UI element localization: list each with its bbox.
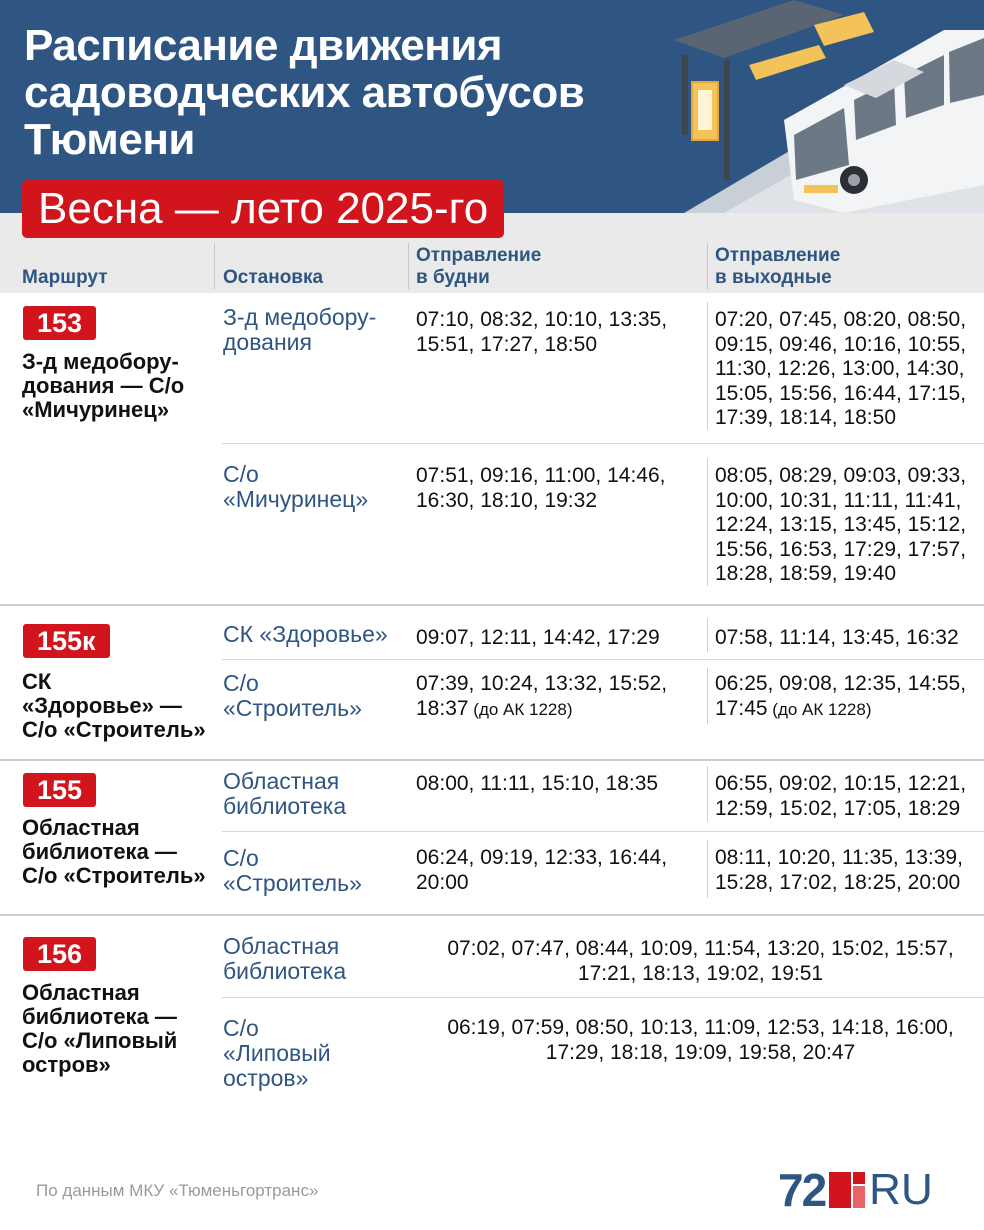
- weekend-times: [715, 672, 980, 722]
- column-divider: [707, 243, 708, 289]
- route-number-badge: 156: [23, 937, 96, 971]
- column-header-stop: Остановка: [223, 267, 324, 288]
- weekend-times: 07:58, 11:14, 13:45, 16:32: [715, 626, 959, 649]
- weekend-times: 07:20, 07:45, 08:20, 08:50, 09:15, 09:46, 10:16, 10:55, 11:30, 12:26, 13:00, 14:30, 15:05, 15:56, 16:44, 17:15, 17:39, 18:14, 18:50: [715, 308, 967, 429]
- column-divider: [214, 243, 215, 289]
- all-days-times: 06:19, 07:59, 08:50, 10:13, 11:09, 12:53, 14:18, 16:00, 17:29, 18:18, 19:09, 19:58, 20:47: [447, 1016, 954, 1064]
- logo-suffix: RU: [869, 1165, 933, 1214]
- bus-stop-illustration: [644, 0, 984, 213]
- all-days-times: 07:02, 07:47, 08:44, 10:09, 11:54, 13:20, 15:02, 15:57, 17:21, 18:13, 19:02, 19:51: [447, 937, 954, 985]
- route-name: СК «Здоровье» — С/о «Строитель»: [22, 669, 206, 742]
- stop-divider: [222, 443, 984, 444]
- cell-divider: [707, 668, 708, 724]
- route-number-badge: 153: [23, 306, 96, 340]
- route-number-badge: 155: [23, 773, 96, 807]
- route-note: (до АК 1228): [468, 699, 573, 719]
- weekend-times: 06:55, 09:02, 10:15, 12:21, 12:59, 15:02, 17:05, 18:29: [715, 772, 967, 820]
- route-number-badge: 155к: [23, 624, 110, 658]
- source-credit: По данным МКУ «Тюменьгортранс»: [36, 1181, 319, 1200]
- route-divider: [0, 914, 984, 916]
- stop-name: Областная библиотека: [223, 768, 347, 819]
- weekend-times-values: 06:25, 09:08, 12:35, 14:55, 17:45: [715, 672, 967, 720]
- column-header-weekends: Отправление в выходные: [715, 245, 841, 288]
- weekday-times-values: 07:39, 10:24, 13:32, 15:52, 18:37: [416, 672, 668, 720]
- stop-name: С/о «Мичуринец»: [223, 461, 369, 512]
- route-name: Областная библиотека — С/о «Строитель»: [22, 815, 206, 888]
- title-line-3: Тюмени: [24, 115, 195, 164]
- stop-name: СК «Здоровье»: [223, 621, 388, 647]
- weekday-times: 09:07, 12:11, 14:42, 17:29: [416, 626, 660, 649]
- stop-name: Областная библиотека: [223, 933, 347, 984]
- weekday-times: 07:10, 08:32, 10:10, 13:35, 15:51, 17:27, 18:50: [416, 308, 668, 356]
- stop-name: С/о «Строитель»: [223, 670, 362, 721]
- logo-square-icon: [829, 1172, 865, 1208]
- cell-divider: [707, 766, 708, 822]
- title-line-1: Расписание движения: [24, 21, 503, 70]
- logo-number: 72: [778, 1164, 826, 1216]
- cell-divider: [707, 618, 708, 652]
- column-header-route: Маршрут: [22, 267, 108, 288]
- title-line-2: садоводческих автобусов: [24, 68, 585, 117]
- weekend-times: 08:05, 08:29, 09:03, 09:33, 10:00, 10:31, 11:11, 11:41, 12:24, 13:15, 13:45, 15:12, 15:56, 16:53, 17:29, 17:57, 18:28, 18:59, 19:40: [715, 464, 967, 585]
- weekday-times: 07:51, 09:16, 11:00, 14:46, 16:30, 18:10, 19:32: [416, 464, 666, 512]
- weekday-times: [416, 672, 701, 722]
- stop-divider: [222, 997, 984, 998]
- stop-name: С/о «Строитель»: [223, 845, 362, 896]
- column-divider: [408, 243, 409, 289]
- route-divider: [0, 759, 984, 761]
- route-name: Областная библиотека — С/о «Липовый остров»: [22, 980, 178, 1077]
- route-name: З-д медобору- дования — С/о «Мичуринец»: [22, 349, 185, 422]
- stop-divider: [222, 659, 984, 660]
- cell-divider: [707, 302, 708, 430]
- 72ru-logo: [778, 1164, 933, 1216]
- weekday-times: 06:24, 09:19, 12:33, 16:44, 20:00: [416, 846, 668, 894]
- cell-divider: [707, 840, 708, 898]
- page-title: [24, 22, 664, 163]
- stop-name: С/о «Липовый остров»: [223, 1015, 331, 1091]
- column-header-weekdays: Отправление в будни: [416, 245, 542, 288]
- stop-name: З-д медобору- дования: [223, 304, 377, 355]
- route-note: (до АК 1228): [767, 699, 872, 719]
- cell-divider: [707, 458, 708, 586]
- weekend-times: 08:11, 10:20, 11:35, 13:39, 15:28, 17:02, 18:25, 20:00: [715, 846, 963, 894]
- stop-divider: [222, 831, 984, 832]
- season-badge: Весна — лето 2025-го: [22, 180, 504, 238]
- weekday-times: 08:00, 11:11, 15:10, 18:35: [416, 772, 659, 795]
- route-divider: [0, 604, 984, 606]
